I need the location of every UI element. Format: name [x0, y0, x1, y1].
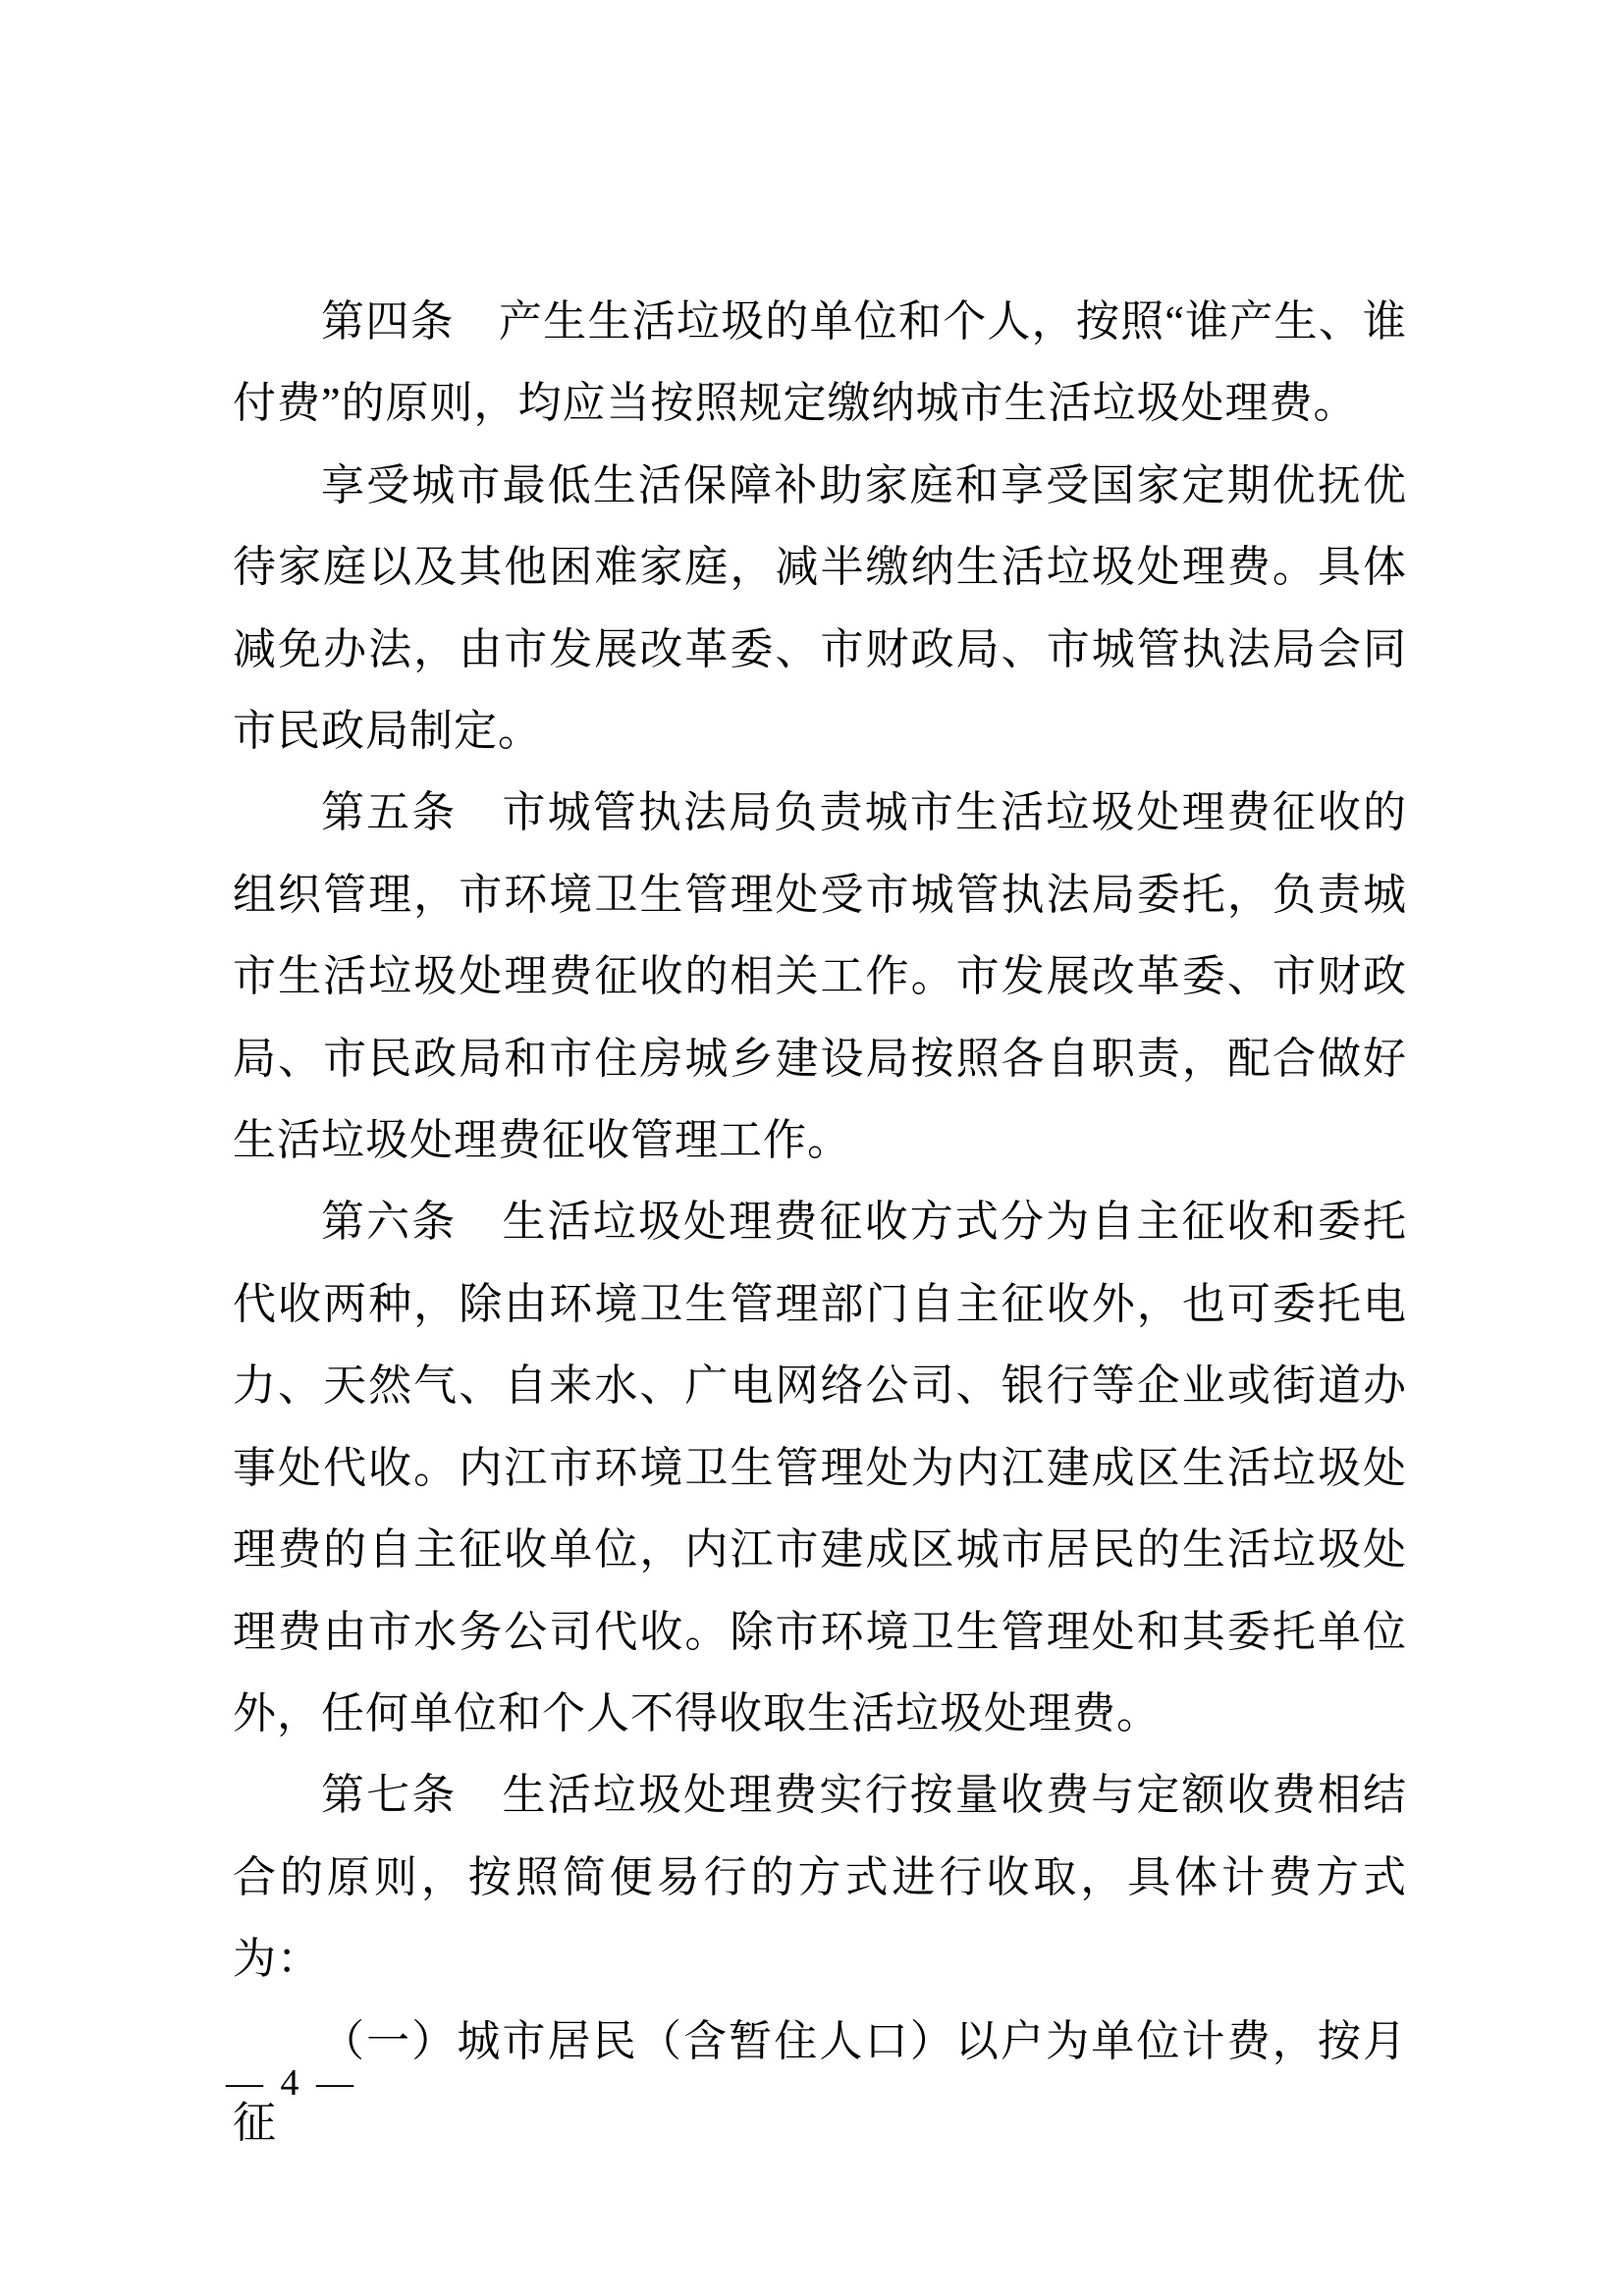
- paragraph-article-6: 第六条 生活垃圾处理费征收方式分为自主征收和委托代收两种，除由环境卫生管理部门自主征收外，也可委托电力、天然气、自来水、广电网络公司、银行等企业或街道办事处代收。内江市环境卫生管理处为内江建成区生活垃圾处理费的自主征收单位，内江市建成区城市居民的生活垃圾处理费由市水务公司代收。除市环境卫生管理处和其委托单位外，任何单位和个人不得收取生活垃圾处理费。: [233, 1198, 1407, 1737]
- document-body: [233, 281, 1407, 2163]
- paragraph-article-5: 第五条 市城管执法局负责城市生活垃圾处理费征收的组织管理，市环境卫生管理处受市城管执法局委托，负责城市生活垃圾处理费征收的相关工作。市发展改革委、市财政局、市民政局和市住房城乡建设局按照各自职责，配合做好生活垃圾处理费征收管理工作。: [233, 788, 1407, 1165]
- paragraph-article-7: 第七条 生活垃圾处理费实行按量收费与定额收费相结合的原则，按照简便易行的方式进行收取，具体计费方式为：: [233, 1771, 1407, 1984]
- page-number: — 4 —: [226, 2062, 357, 2104]
- paragraph-article-7-item-1: （一）城市居民（含暂住人口）以户为单位计费，按月征: [233, 2016, 1407, 2147]
- paragraph-article-4: 第四条 产生生活垃圾的单位和个人，按照“谁产生、谁付费”的原则，均应当按照规定缴纳城市生活垃圾处理费。: [233, 297, 1407, 428]
- paragraph-article-4-relief: 享受城市最低生活保障补助家庭和享受国家定期优抚优待家庭以及其他困难家庭，减半缴纳生活垃圾处理费。具体减免办法，由市发展改革委、市财政局、市城管执法局会同市民政局制定。: [233, 460, 1407, 756]
